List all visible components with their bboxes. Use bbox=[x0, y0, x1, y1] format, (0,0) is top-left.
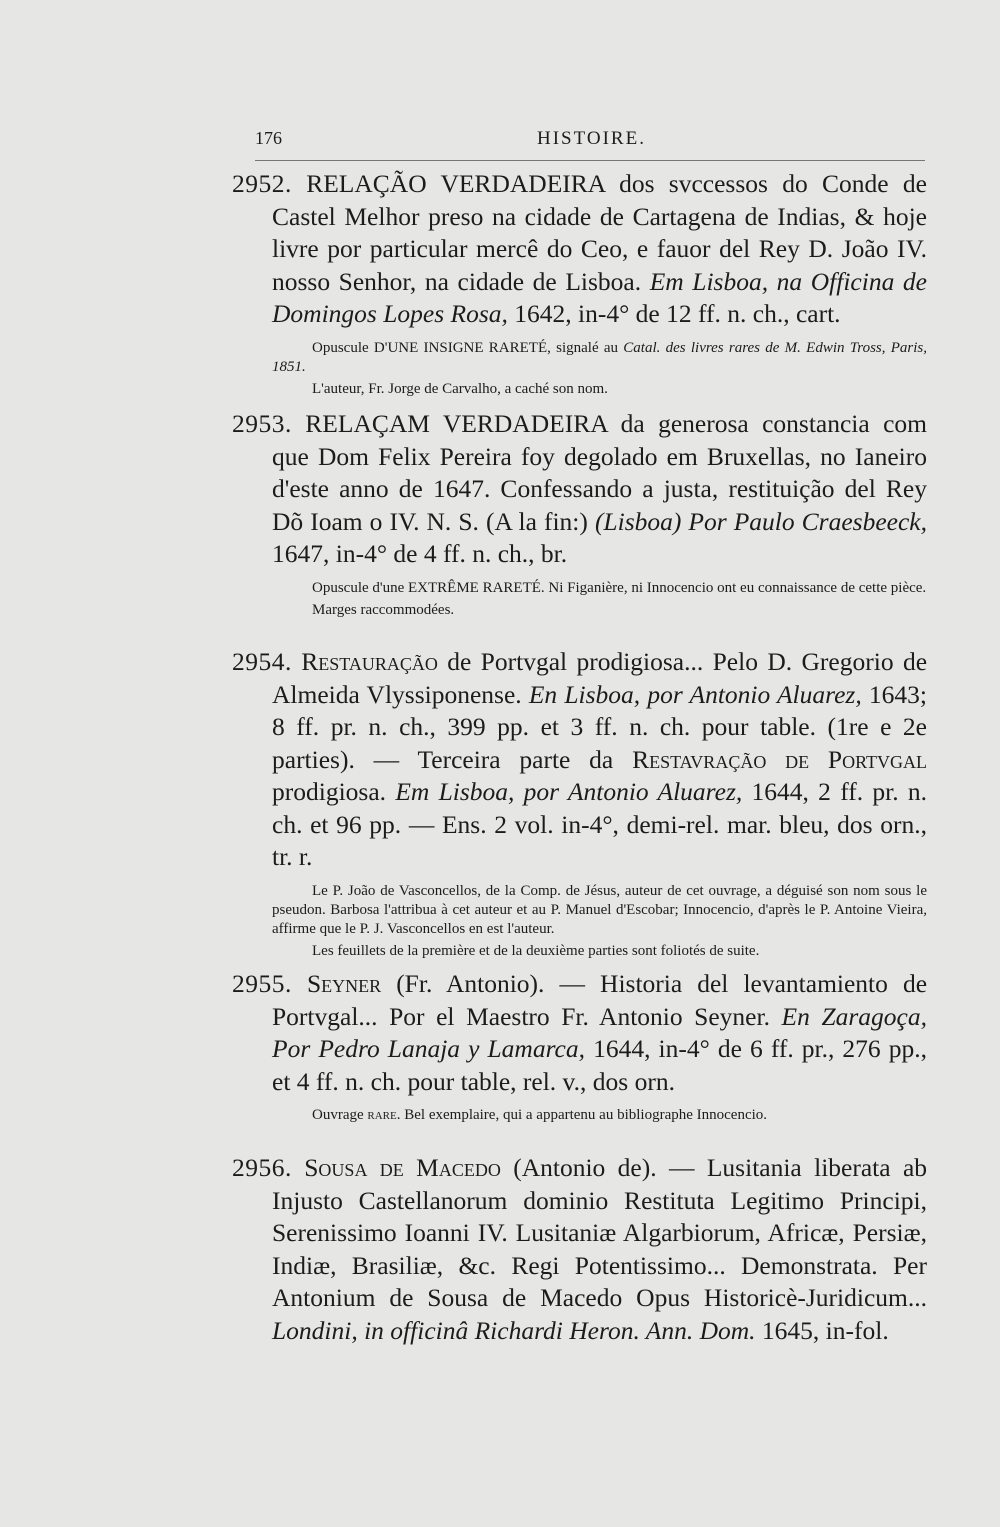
entry-title-text: de Portvgal prodigiosa... Pelo D. Gregorio de Almeida Vlyssiponense. bbox=[272, 647, 928, 709]
note-reference: Catal. des livres rares de M. Edwin Tross, Paris, 1851. bbox=[272, 339, 928, 375]
entry-title bbox=[232, 968, 927, 1098]
entry-imprint: (Lisboa) Por Paulo Craesbeeck, bbox=[594, 506, 927, 536]
note-text: L'auteur, Fr. Jorge de Carvalho, a caché son nom. bbox=[312, 380, 608, 397]
entry-2954 bbox=[232, 646, 927, 961]
entry-number: 2953. bbox=[232, 409, 292, 438]
entry-collation: 1644, in-4° de 6 ff. pr., 276 pp., et 4 ff. n. ch. pour table, rel. v., dos orn. bbox=[272, 1034, 928, 1096]
entry-note bbox=[232, 601, 927, 620]
note-text: Opuscule d'une EXTRÊME RARETÉ. Ni Figanière, ni Innocencio ont eu connaissance de cette pièce. bbox=[312, 579, 927, 596]
entry-heading: Restauração bbox=[301, 647, 438, 676]
page-header bbox=[255, 128, 925, 168]
entry-collation-2: 1644, 2 ff. pr. n. ch. et 96 pp. — Ens. 2 vol. in-4°, demi-rel. mar. bleu, dos orn., tr. r. bbox=[272, 777, 928, 871]
entry-title-text: RELAÇÃO VERDADEIRA dos svccessos do Conde de Castel Melhor preso na cidade de Cartagena de Indias, & hoje livre por particular mercê do Ceo, e fauor del Rey D. João IV. nosso Senhor, na cidade de Lisboa. bbox=[272, 169, 927, 296]
entry-imprint: En Zaragoça, Por Pedro Lanaja y Lamarca, bbox=[272, 1001, 927, 1063]
entry-number: 2952. bbox=[232, 169, 292, 198]
header-rule bbox=[255, 160, 925, 161]
entry-number: 2955. bbox=[232, 969, 292, 998]
entry-note bbox=[232, 882, 927, 939]
entry-title-text: (Fr. Antonio). — Historia del levantamiento de Portvgal... Por el Maestro Fr. Antonio Seyner. bbox=[272, 969, 928, 1031]
entry-collation: 1647, in-4° de 4 ff. n. ch., br. bbox=[272, 539, 568, 568]
entry-note bbox=[232, 942, 927, 961]
entry-note bbox=[232, 1106, 927, 1125]
entry-2956 bbox=[232, 1152, 927, 1347]
entry-title bbox=[232, 1152, 927, 1347]
page-number: 176 bbox=[255, 128, 282, 148]
entry-number: 2956. bbox=[232, 1153, 292, 1182]
running-head: HISTOIRE. bbox=[537, 128, 646, 149]
entry-title bbox=[232, 408, 927, 571]
entry-2955 bbox=[232, 968, 927, 1125]
note-text: Bel exemplaire, qui a appartenu au bibliographe Innocencio. bbox=[404, 1107, 768, 1123]
entry-2952 bbox=[232, 168, 927, 399]
note-text: Marges raccommodées. bbox=[312, 601, 455, 618]
entry-note bbox=[232, 380, 927, 399]
note-text: Ouvrage bbox=[312, 1107, 364, 1123]
entry-imprint: Londini, in officinâ Richardi Heron. Ann. Dom. bbox=[272, 1315, 756, 1345]
entry-note bbox=[232, 339, 927, 377]
entry-heading: Seyner bbox=[306, 969, 382, 998]
entry-collation: 1642, in-4° de 12 ff. n. ch., cart. bbox=[514, 299, 841, 328]
entry-collation: 1643; 8 ff. pr. n. ch., 399 pp. et 3 ff. n. ch. pour table. (1re e 2e parties). — Terceira parte da bbox=[272, 679, 928, 774]
note-text: Le P. João de Vasconcellos, de la Comp. de Jésus, auteur de cet ouvrage, a déguisé son nom sous le pseudon. Barbosa l'attribua à cet auteur et au P. Manuel d'Escobar; Innocencio, d'après le P. Antoine Vieira, affirme que le P. J. Vasconcellos en est l'auteur. bbox=[272, 882, 927, 937]
entry-number: 2954. bbox=[232, 647, 292, 676]
entry-title-text: RELAÇAM VERDADEIRA da generosa constancia com que Dom Felix Pereira foy degolado em Bruxellas, no Ianeiro d'este anno de 1647. Confessando a justa, restituição del Rey Dõ Ioam o IV. N. S. (A la fin:) bbox=[272, 409, 928, 536]
entry-imprint: En Lisboa, por Antonio Aluarez, bbox=[528, 679, 862, 709]
entry-title-text: (Antonio de). — Lusitania liberata ab Injusto Castellanorum dominio Restituta Legitimo Principi, Serenissimo Ioanni IV. Lusitaniæ Algarbiorum, Africæ, Persiæ, Indiæ, Brasiliæ, &c. Regi Potentissimo... Demonstrata. Per Antonium de Sousa de Macedo Opus Historicè-Juridicum... bbox=[272, 1153, 928, 1312]
note-emphasis: rare. bbox=[367, 1107, 401, 1123]
entry-imprint: Em Lisboa, na Officina de Domingos Lopes Rosa, bbox=[272, 266, 927, 328]
entry-title-text-2: prodigiosa. bbox=[272, 777, 387, 806]
entry-2953 bbox=[232, 408, 927, 620]
entry-title bbox=[232, 646, 927, 874]
note-text: Les feuillets de la première et de la deuxième parties sont foliotés de suite. bbox=[312, 942, 760, 959]
entry-imprint-2: Em Lisboa, por Antonio Aluarez, bbox=[395, 777, 743, 806]
entry-note bbox=[232, 579, 927, 598]
entry-collation: 1645, in-fol. bbox=[761, 1315, 889, 1345]
note-text: Opuscule D'UNE INSIGNE RARETÉ, signalé au bbox=[312, 339, 619, 356]
entry-heading: Sousa de Macedo bbox=[304, 1153, 501, 1182]
entry-heading-2: Restavração de Portvgal bbox=[632, 744, 928, 774]
entry-title bbox=[232, 168, 927, 331]
